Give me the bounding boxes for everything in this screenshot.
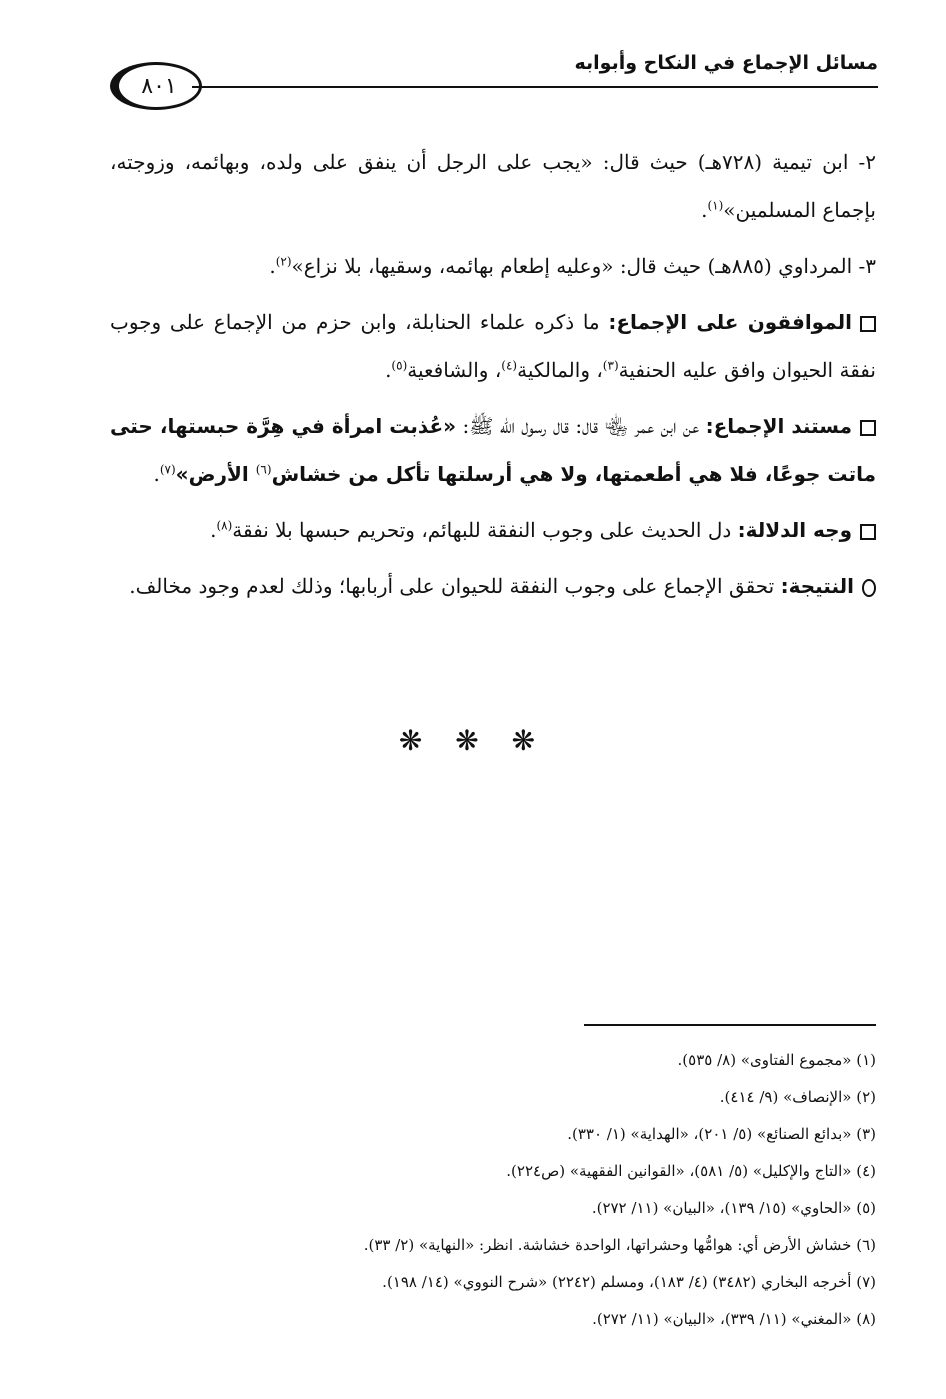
paragraph-text: ٣- المرداوي (٨٨٥هـ) حيث قال: «وعليه إطعام بهائمه، وسقيها، بلا نزاع» xyxy=(291,254,876,278)
square-bullet-icon xyxy=(860,420,876,436)
paragraph-text: ، والشافعية xyxy=(407,358,502,382)
section-label: الموافقون على الإجماع: xyxy=(608,310,852,334)
footnote-ref[interactable]: (٥) xyxy=(391,358,408,373)
punctuation: . xyxy=(210,518,217,542)
body-text xyxy=(110,138,876,618)
punctuation: . xyxy=(153,462,160,486)
footnote-item: (٤) «التاج والإكليل» (٥/ ٥٨١)، «القوانين الفقهية» (ص٢٢٤). xyxy=(506,1162,876,1180)
footnote-ref[interactable]: (٦) xyxy=(255,462,272,477)
header-rule xyxy=(192,86,878,88)
square-bullet-icon xyxy=(860,316,876,332)
section-label: وجه الدلالة: xyxy=(737,518,852,542)
paragraph-evidence xyxy=(110,402,876,498)
section-label: مستند الإجماع: xyxy=(705,414,852,438)
paragraph-text: عن ابن عمر ﵄ قال: قال رسول الله ﷺ: xyxy=(456,414,706,438)
paragraph-agreeing xyxy=(110,298,876,394)
hadith-text: «عُذبت امرأة في هِرَّة حبستها، حتى ماتت جوعًا، فلا هي أطعمتها، ولا هي أرسلتها تأكل من خشاش xyxy=(110,414,876,486)
paragraph-text: ٢- ابن تيمية (٧٢٨هـ) حيث قال: «يجب على الرجل أن ينفق على ولده، وبهائمه، وزوجته، بإجماع المسلمين» xyxy=(110,150,876,222)
footnote-rule xyxy=(584,1024,876,1026)
footnote-item: (٦) خشاش الأرض أي: هوامُّها وحشراتها، الواحدة خشاشة. انظر: «النهاية» (٢/ ٣٣). xyxy=(363,1236,876,1254)
footnote-item: (٧) أخرجه البخاري (٣٤٨٢) (٤/ ١٨٣)، ومسلم (٢٢٤٢) «شرح النووي» (١٤/ ١٩٨). xyxy=(382,1273,876,1291)
paragraph-inference xyxy=(110,506,876,554)
paragraph-text: ، والمالكية xyxy=(517,358,603,382)
page-number: ٨٠١ xyxy=(141,73,177,99)
paragraph-text: تحقق الإجماع على وجوب النفقة للحيوان على أربابها؛ وذلك لعدم وجود مخالف. xyxy=(129,574,781,598)
paragraph-ibn-taymiyyah xyxy=(110,138,876,234)
footnotes xyxy=(110,1042,876,1338)
circle-bullet-icon xyxy=(862,579,876,597)
hadith-text: الأرض» xyxy=(175,462,256,486)
punctuation: . xyxy=(701,198,708,222)
paragraph-text: دل الحديث على وجوب النفقة للبهائم، وتحريم حبسها بلا نفقة xyxy=(232,518,738,542)
punctuation: . xyxy=(269,254,276,278)
footnote-ref[interactable]: (٢) xyxy=(275,254,292,269)
paragraph-mardawi xyxy=(110,242,876,290)
footnote-ref[interactable]: (٨) xyxy=(216,518,233,533)
section-label: النتيجة: xyxy=(780,574,854,598)
section-divider-ornament: ❋ ❋ ❋ xyxy=(398,724,548,757)
punctuation: . xyxy=(385,358,392,382)
footnote-ref[interactable]: (٣) xyxy=(602,358,619,373)
footnote-item: (٣) «بدائع الصنائع» (٥/ ٢٠١)، «الهداية» (١/ ٣٣٠). xyxy=(567,1125,876,1143)
footnote-item: (١) «مجموع الفتاوى» (٨/ ٥٣٥). xyxy=(677,1051,876,1069)
footnote-item: (٨) «المغني» (١١/ ٣٣٩)، «البيان» (١١/ ٢٧٢). xyxy=(592,1310,876,1328)
square-bullet-icon xyxy=(860,524,876,540)
page-number-badge xyxy=(110,62,202,110)
paragraph-result xyxy=(110,562,876,610)
footnote-ref[interactable]: (١) xyxy=(707,198,724,213)
running-title: مسائل الإجماع في النكاح وأبوابه xyxy=(574,52,878,74)
footnote-item: (٥) «الحاوي» (١٥/ ١٣٩)، «البيان» (١١/ ٢٧٢). xyxy=(591,1199,876,1217)
page-header xyxy=(110,48,878,118)
footnote-ref[interactable]: (٤) xyxy=(501,358,518,373)
footnote-item: (٢) «الإنصاف» (٩/ ٤١٤). xyxy=(719,1088,876,1106)
paragraph-text: ما ذكره علماء الحنابلة، وابن حزم من الإجماع على وجوب نفقة الحيوان وافق عليه الحنفية xyxy=(110,310,876,382)
footnote-ref[interactable]: (٧) xyxy=(159,462,176,477)
